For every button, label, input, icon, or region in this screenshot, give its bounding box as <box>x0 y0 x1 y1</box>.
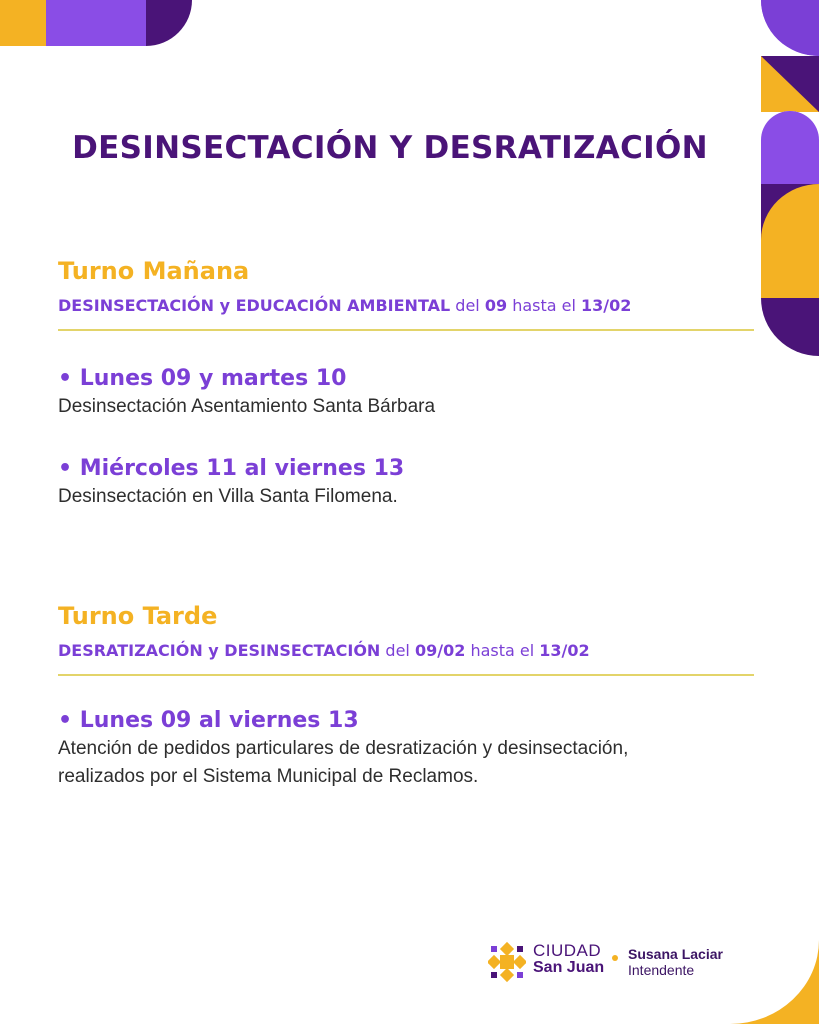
signature-role: Intendente <box>628 962 695 978</box>
morning-to-date: 13/02 <box>581 296 632 315</box>
morning-item-text: Desinsectación en Villa Santa Filomena. <box>58 486 398 507</box>
afternoon-item-text-line1: Atención de pedidos particulares de desratización y desinsectación, <box>58 738 629 759</box>
morning-hasta: hasta el <box>512 296 576 315</box>
afternoon-to-date: 13/02 <box>539 641 590 660</box>
top-left-decoration <box>0 0 192 46</box>
logo-line1: CIUDAD <box>533 941 602 960</box>
bottom-right-decoration <box>730 940 819 1024</box>
afternoon-divider <box>58 674 754 676</box>
separator-dot <box>612 955 618 961</box>
ciudad-san-juan-logo-icon <box>488 941 526 983</box>
morning-item-dates: • Lunes 09 y martes 10 <box>58 366 347 391</box>
morning-item-text: Desinsectación Asentamiento Santa Bárbara <box>58 396 436 417</box>
afternoon-shift-heading: Turno Tarde <box>58 602 218 630</box>
afternoon-item-text <box>58 735 628 791</box>
morning-activity: DESINSECTACIÓN y EDUCACIÓN AMBIENTAL <box>58 296 451 315</box>
right-edge-decoration <box>761 0 819 356</box>
morning-from-date: 09 <box>484 296 508 315</box>
afternoon-item-dates: • Lunes 09 al viernes 13 <box>58 708 359 733</box>
morning-shift-heading: Turno Mañana <box>58 257 250 285</box>
page-title: DESINSECTACIÓN Y DESRATIZACIÓN <box>72 130 708 166</box>
afternoon-from-date: 09/02 <box>414 641 466 660</box>
ciudad-san-juan-wordmark <box>533 942 604 976</box>
morning-divider <box>58 329 754 331</box>
morning-item-dates: • Miércoles 11 al viernes 13 <box>58 456 405 481</box>
morning-del: del <box>455 296 480 315</box>
afternoon-item-text-line2: realizados por el Sistema Municipal de Reclamos. <box>58 766 479 787</box>
afternoon-shift-subtitle <box>58 641 590 660</box>
afternoon-activity: DESRATIZACIÓN y DESINSECTACIÓN <box>58 641 381 660</box>
logo-line2: San Juan <box>533 959 605 976</box>
morning-shift-subtitle <box>58 296 631 315</box>
afternoon-del: del <box>385 641 410 660</box>
signature-block <box>628 946 723 978</box>
signature-name: Susana Laciar <box>628 946 723 962</box>
afternoon-hasta: hasta el <box>470 641 535 660</box>
